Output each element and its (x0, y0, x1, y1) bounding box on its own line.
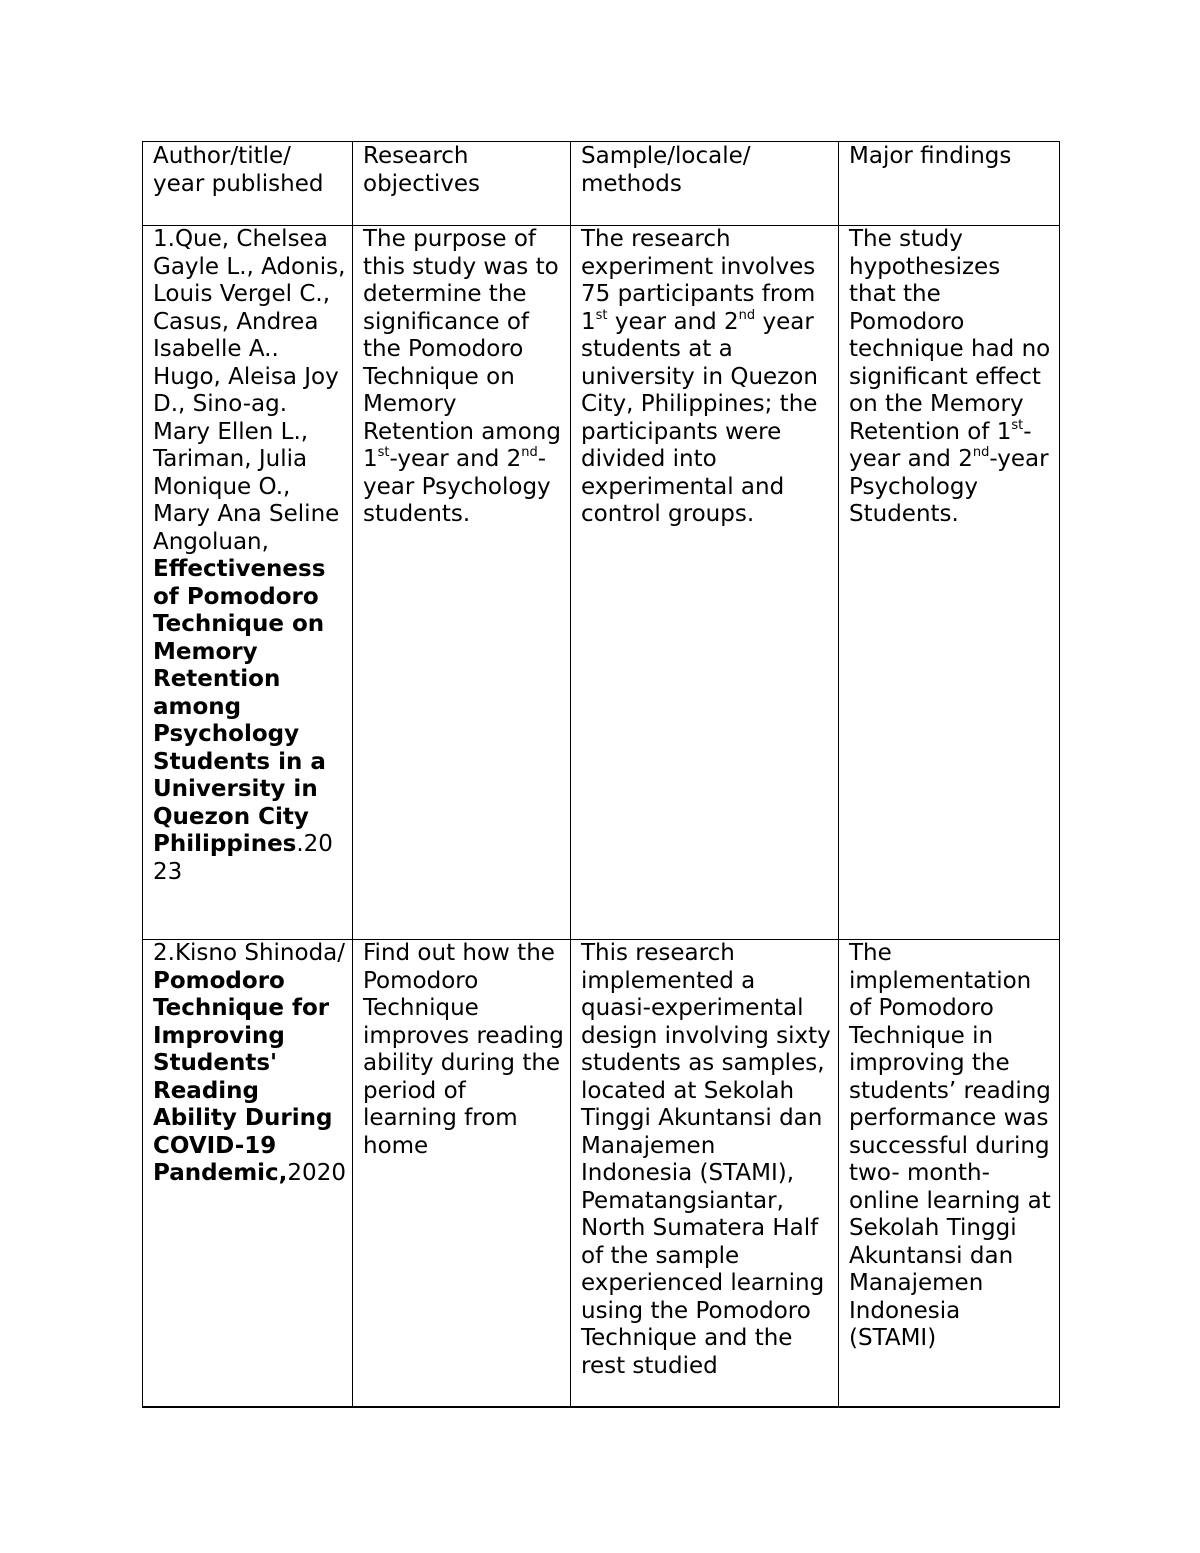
row1-objectives-text-2: -year and 2 (389, 446, 522, 472)
table-row (143, 940, 1060, 1408)
row2-author-names: 2.Kisno Shinoda/ (153, 940, 346, 966)
header-major-findings: Major findings (839, 142, 1060, 226)
row2-sample-cell: This research implemented a quasi-experimental design involving sixty students as samples, located at Sekolah Tinggi Akuntansi dan Manajemen Indonesia (STAMI), Pematangsiantar, North Sumatera Half of the sample experienced learning using the Pomodoro Technique and the rest studied (571, 940, 839, 1408)
row1-findings-text-1: The study hypothesizes that the Pomodoro technique had no significant effect on the Memory Retention of 1 (849, 226, 1051, 445)
row1-objectives-text-1: The purpose of this study was to determine the significance of the Pomodoro Technique on Memory Retention among 1 (363, 226, 561, 472)
header-author-title-year: Author/title/ year published (143, 142, 353, 226)
table-row (143, 226, 1060, 940)
row1-sample-sup-2: nd (738, 307, 756, 323)
table-header-row (143, 142, 1060, 226)
row1-objectives-cell (353, 226, 571, 940)
row1-author-names: 1.Que, Chelsea Gayle L., Adonis, Louis Vergel C., Casus, Andrea Isabelle A.. Hugo, Aleisa Joy D., Sino-ag. Mary Ellen L., Tariman, Julia Monique O., Mary Ana Seline Angoluan, (153, 226, 346, 555)
row2-year: 2020 (287, 1160, 346, 1186)
row2-findings-cell: The implementation of Pomodoro Technique in improving the students’ reading performance was successful during two- month- online learning at Sekolah Tinggi Akuntansi dan Manajemen Indonesia (STAMI) (839, 940, 1060, 1408)
header-sample-locale-methods: Sample/locale/ methods (571, 142, 839, 226)
row1-findings-sup-1: st (1011, 417, 1024, 433)
row2-author-cell (143, 940, 353, 1408)
row1-sample-text-2: year and 2 (607, 308, 739, 335)
row1-objectives-sup-2: nd (521, 445, 538, 461)
literature-review-table (142, 141, 1060, 1408)
row2-title: Pomodoro Technique for Improving Students' Reading Ability During COVID-19 Pandemic, (153, 967, 333, 1186)
row2-objectives-cell: Find out how the Pomodoro Technique improves reading ability during the period of learning from home (353, 940, 571, 1408)
row1-objectives-sup-1: st (377, 445, 390, 461)
row1-findings-sup-2: nd (972, 445, 990, 461)
row1-sample-text-3: year students at a university in Quezon City, Philippines; the participants were divided into experimental and control groups. (581, 308, 818, 527)
header-research-objectives: Research objectives (353, 142, 571, 226)
row1-sample-sup-1: st (595, 307, 608, 323)
row1-findings-cell (839, 226, 1060, 940)
row1-sample-cell (571, 226, 839, 940)
row1-findings-text-3: -year Psychology Students. (849, 446, 1049, 527)
row1-findings-text-2: -year and 2 (849, 418, 1032, 472)
row1-author-cell (143, 226, 353, 940)
row1-objectives-text-3: -year Psychology students. (363, 446, 551, 527)
row1-title: Effectiveness of Pomodoro Technique on Memory Retention among Psychology Students in a University in Quezon City Philippines (153, 556, 326, 857)
row1-sample-text-1: The research experiment involves 75 participants from 1 (581, 226, 816, 335)
row1-year: .2023 (153, 831, 333, 885)
